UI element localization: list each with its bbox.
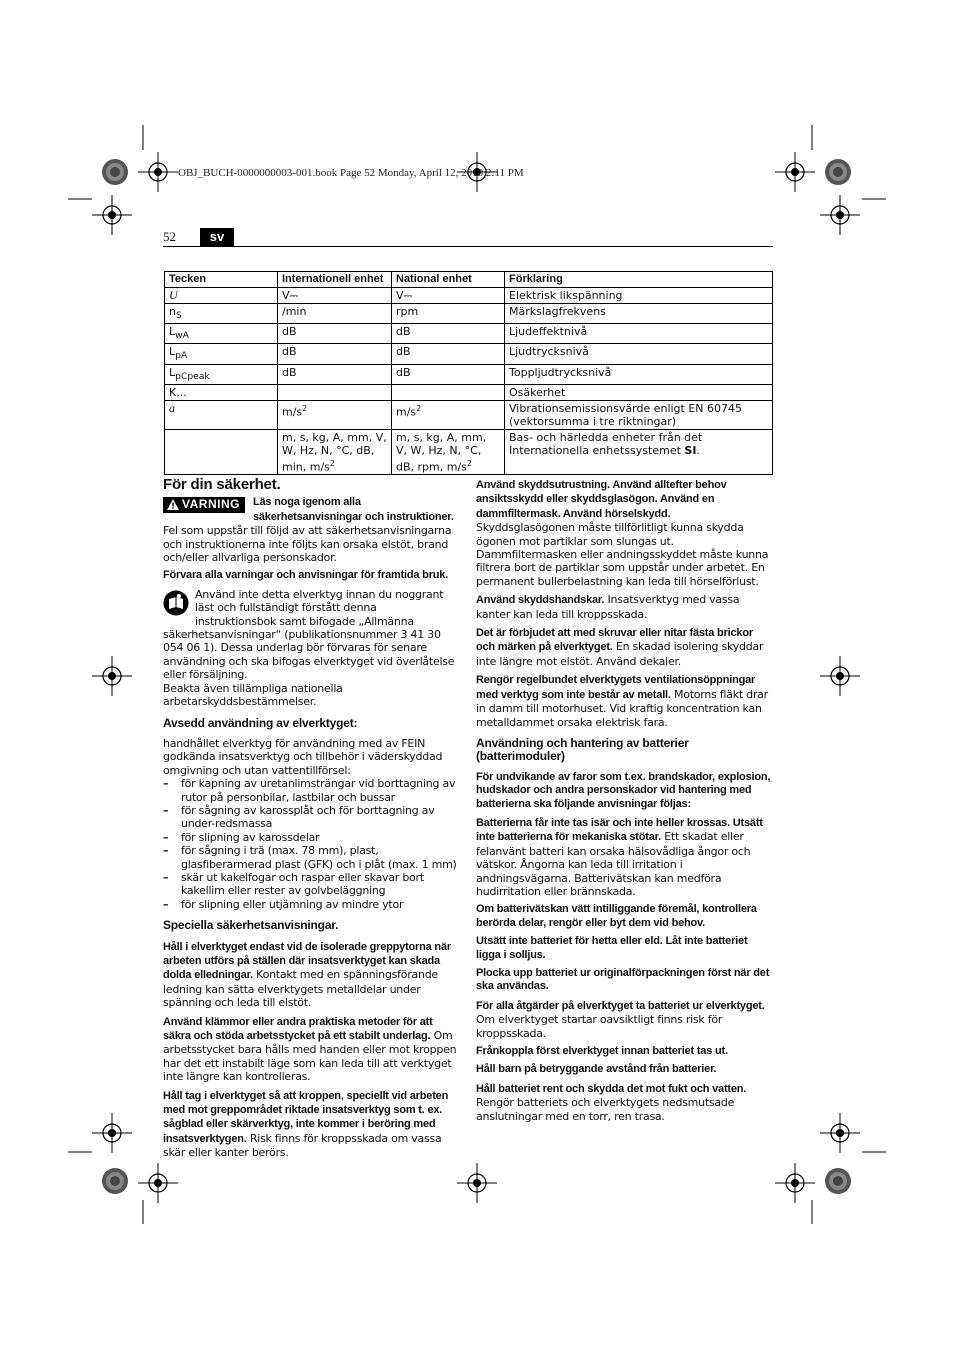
table-row <box>165 288 773 304</box>
safety-text: Om arbetsstycket bara hålls med handen eller mot kroppen har det ett instabilt läge som kan leda till att verktyget inte längre kan kontrolleras. <box>163 1029 457 1084</box>
safety-paragraph <box>476 626 772 668</box>
table-cell: Bas- och härledda enheter från det Internationella enhetssystemet SI. <box>505 429 773 475</box>
list-item: – för sågning i trä (max. 78 mm), plast, glasfiberarmerad plast (GFK) och i plåt (max. 1 mm) <box>163 844 459 871</box>
table-row <box>165 429 773 475</box>
list-item: – för slipning eller utjämning av mindre ytor <box>163 898 459 911</box>
table-cell: $L_{pA}$ <box>165 344 278 364</box>
safety-paragraph <box>163 1015 459 1084</box>
crosshair-registration-icon <box>92 1113 132 1153</box>
header-rule <box>163 246 773 247</box>
warning-text: Fel som uppstår till följd av att säkerhetsanvisningarna och instruktionerna inte följts kan orsaka elstöt, brand och/eller allvarliga personskador. <box>163 524 452 565</box>
table-cell: Toppljudtrycksnivå <box>505 364 773 384</box>
safety-paragraph <box>476 673 772 729</box>
warning-label <box>163 497 245 512</box>
crosshair-registration-icon <box>457 1163 497 1203</box>
table-cell: V⎓ <box>278 288 392 304</box>
crosshair-registration-icon <box>820 195 860 235</box>
symbol-subscript: wA <box>175 330 189 342</box>
crosshair-registration-icon <box>775 152 815 192</box>
table-row <box>165 324 773 344</box>
battery-heading: Användning och hantering av batterier (batterimoduler) <box>476 735 689 764</box>
safety-text: Kontakt med en spänningsförande ledning kan sätta elverktygets metalldelar under spänning och leda till elstöt. <box>163 968 438 1010</box>
warning-triangle-icon <box>167 499 179 510</box>
table-header: National enhet <box>392 272 505 288</box>
table-cell: m, s, kg, A, mm, V, W, Hz, N, °C, dB, rpm, $m/s^2$ <box>392 429 505 475</box>
safety-bold: Håll tag i elverktyget så att kroppen, speciellt vid arbeten med mot greppområdet riktade insatsverktyg som t. ex. sågblad eller skärverktyg, inte kommer i beröring med insatsverktygen. <box>163 1089 449 1145</box>
table-cell: m, s, kg, A, mm, V, W, Hz, N, °C, dB, min, $m/s^2$ <box>278 429 392 475</box>
table-cell: $m/s^2$ <box>392 400 505 429</box>
color-target-icon <box>825 159 851 185</box>
battery-paragraph: Håll barn på betryggande avstånd från batterier. <box>476 1063 717 1076</box>
table-cell: rpm <box>392 304 505 324</box>
battery-text: Om elverktyget startar oavsiktligt finns risk för kroppsskada. <box>476 1013 723 1040</box>
intended-use-text: handhållet elverktyg för användning med av FEIN godkända insatsverktyg och tillbehör i väderskyddad omgivning och utan vattentillförsel: <box>163 736 443 777</box>
battery-paragraph: Om batterivätskan vätt intilliggande föremål, kontrollera berörda delar, rengör eller byt dem vid behov. <box>476 903 757 929</box>
table-cell: /min <box>278 304 392 324</box>
warning-paragraph <box>163 495 459 564</box>
safety-text: Motorns fläkt drar in damm till motorhuset. Vid kraftig koncentration kan metalldammet orsaka elektrisk fara. <box>476 687 768 729</box>
table-row <box>165 384 773 400</box>
list-item: – skär ut kakelfogar och raspar eller skavar bort kakellim eller rester av golvbeläggning <box>163 871 459 898</box>
exponent: 2 <box>416 403 422 413</box>
battery-bold: Batterierna får inte tas isär och inte heller krossas. Utsätt inte batterierna för mekaniska stötar. <box>476 816 763 844</box>
battery-text: Rengör batteriets och elverktygets nedsmutsade anslutningar med en torr, ren trasa. <box>476 1096 735 1123</box>
file-info-line: OBJ_BUCH-0000000003-001.book Page 52 Monday, April 12, 2010 2:11 PM <box>178 167 524 179</box>
manual-text: Använd inte detta elverktyg innan du noggrant läst och fullständigt förstått denna instruktionsbok samt bifogade „Allmänna säkerhetsanvisningar“ (publikationsnummer 3 41 30 054 06 1). Dessa underlag bör förvaras för senare användning och ska bifogas elverktyget vid överlåtelse eller försäljning. <box>163 587 455 682</box>
battery-text: Ett skadat eller felanvänt batteri kan orsaka hälsovådliga ångor och vätskor. Ångorna kan leda till irritation i andningsvägarna. Batterivätskan kan medföra hudirritation eller brännskada. <box>476 830 751 898</box>
section-title: För din säkerhet. <box>163 476 281 493</box>
table-row <box>165 364 773 384</box>
right-column <box>476 478 772 1128</box>
table-cell: $n_S$ <box>165 304 278 324</box>
symbol-subscript: pCpeak <box>175 370 210 382</box>
intended-use-heading: Avsedd användning av elverktyget: <box>163 715 358 730</box>
table-cell: dB <box>392 364 505 384</box>
safety-bold: Använd skyddshandskar. <box>476 594 605 607</box>
table-cell: K... <box>165 384 278 400</box>
table-cell: dB <box>278 344 392 364</box>
battery-intro: För undvikande av faror som t.ex. brandskador, explosion, hudskador och andra personskador vid hantering med batterierna ska följande anvisningar följas: <box>476 770 771 810</box>
table-row <box>165 400 773 429</box>
warning-label-text: VARNING <box>182 497 240 512</box>
list-item: – för slipning av karossdelar <box>163 831 459 844</box>
safety-paragraph <box>163 1089 459 1160</box>
table-cell <box>165 429 278 475</box>
table-row <box>165 344 773 364</box>
table-cell: Märkslagfrekvens <box>505 304 773 324</box>
table-cell: Vibrationsemissionsvärde enligt EN 60745 (vektorsumma i tre riktningar) <box>505 400 773 429</box>
table-cell: Osäkerhet <box>505 384 773 400</box>
battery-paragraph: Plocka upp batteriet ur originalförpackningen först när det ska användas. <box>476 967 770 993</box>
table-cell: Ljudtrycksnivå <box>505 344 773 364</box>
battery-paragraph <box>476 999 772 1040</box>
table-header: Internationell enhet <box>278 272 392 288</box>
table-cell <box>278 384 392 400</box>
keep-instructions: Förvara alla varningar och anvisningar för framtida bruk. <box>163 569 449 582</box>
safety-text: Risk finns för kroppsskada om vassa skär eller kanter berörs. <box>163 1131 442 1160</box>
safety-paragraph <box>163 940 459 1010</box>
safety-paragraph <box>476 593 772 621</box>
table-cell: dB <box>392 344 505 364</box>
table-cell: V⎓ <box>392 288 505 304</box>
left-column <box>163 478 459 1165</box>
table-cell: $L_{wA}$ <box>165 324 278 344</box>
battery-paragraph <box>476 816 772 898</box>
table-row <box>165 304 773 324</box>
list-item: – för kapning av uretanlimsträngar vid borttagning av rutor på personbilar, lastbilar och bussar <box>163 777 459 804</box>
color-target-icon <box>102 1168 128 1194</box>
safety-text: En skadad isolering skyddar inte längre mot elstöt. Använd dekaler. <box>476 640 764 668</box>
table-cell: dB <box>278 324 392 344</box>
language-badge: sv <box>200 228 234 246</box>
safety-bold: Rengör regelbundet elverktygets ventilationsöppningar med verktyg som inte består av metall. <box>476 674 756 701</box>
exponent: 2 <box>466 458 472 468</box>
table-cell <box>392 384 505 400</box>
safety-bold: Det är förbjudet att med skruvar eller nitar fästa brickor och märken på elverktyget. <box>476 627 753 654</box>
si-abbreviation: SI <box>684 443 697 457</box>
table-cell: Ljudeffektnivå <box>505 324 773 344</box>
crosshair-registration-icon <box>820 1113 860 1153</box>
crosshair-registration-icon <box>138 1163 178 1203</box>
list-item: – för sågning av karossplåt och för borttagning av under-redsmassa <box>163 804 459 831</box>
safety-bold: Håll i elverktyget endast vid de isolerade greppytorna när arbeten utförs på ställen där insatsverktyget kan skada dolda elledningar. <box>163 940 451 982</box>
symbol-table <box>164 271 773 475</box>
table-cell: dB <box>392 324 505 344</box>
table-cell: $L_{pCpeak}$ <box>165 364 278 384</box>
crosshair-registration-icon <box>820 656 860 696</box>
crosshair-registration-icon <box>92 656 132 696</box>
crosshair-registration-icon <box>775 1163 815 1203</box>
battery-paragraph: Frånkoppla först elverktyget innan batteriet tas ut. <box>476 1045 728 1058</box>
read-manual-icon <box>163 590 189 616</box>
safety-bold: Använd skyddsutrustning. Använd alltefter behov ansiktsskydd eller skyddsglasögon. Använd en dammfiltermask. Använd hörselskydd. <box>476 479 727 520</box>
battery-paragraph: Utsätt inte batteriet för hetta eller eld. Låt inte batteriet ligga i solljus. <box>476 935 748 961</box>
table-header-row <box>165 272 773 288</box>
table-cell: a <box>165 400 278 429</box>
symbol-subscript: pA <box>175 350 188 362</box>
table-header: Förklaring <box>505 272 773 288</box>
table-cell: $m/s^2$ <box>278 400 392 429</box>
battery-bold: För alla åtgärder på elverktyget ta batteriet ur elverktyget. <box>476 999 765 1012</box>
page-number: 52 <box>163 229 176 244</box>
symbol-subscript: S <box>175 310 182 322</box>
battery-paragraph <box>476 1082 772 1123</box>
table-cell: dB <box>278 364 392 384</box>
safety-bold: Använd klämmor eller andra praktiska metoder för att säkra och stöda arbetsstycket på ett stabilt underlag. <box>163 1015 433 1043</box>
color-target-icon <box>825 1168 851 1194</box>
table-cell: U <box>165 288 278 304</box>
exponent: 2 <box>302 403 308 413</box>
safety-text: Insatsverktyg med vassa kanter kan leda till kroppsskada. <box>476 593 740 621</box>
crosshair-registration-icon <box>92 195 132 235</box>
exponent: 2 <box>329 458 335 468</box>
table-cell: Elektrisk likspänning <box>505 288 773 304</box>
regulations-text: Beakta även tillämpliga nationella arbetarskyddsbestämmelser. <box>163 681 343 709</box>
color-target-icon <box>102 159 128 185</box>
battery-bold: Håll batteriet rent och skydda det mot fukt och vatten. <box>476 1082 747 1095</box>
table-header: Tecken <box>165 272 278 288</box>
safety-paragraph <box>476 478 772 588</box>
crosshair-registration-icon <box>138 152 178 192</box>
intended-use-list <box>163 777 459 911</box>
manual-paragraph <box>163 588 459 682</box>
special-safety-heading: Speciella säkerhetsanvisningar. <box>163 918 339 933</box>
warning-bold: Läs noga igenom alla säkerhetsanvisningar och instruktioner. <box>252 496 454 523</box>
safety-text: Skyddsglasögonen måste tillförlitligt kunna skydda ögonen mot partiklar som slungas ut. Dammfiltermasken eller andningsskyddet måste kunna filtrera bort de partiklar som uppstår under arbetet. En permanent bullerbelastning kan leda till hörselförlust. <box>476 521 769 588</box>
